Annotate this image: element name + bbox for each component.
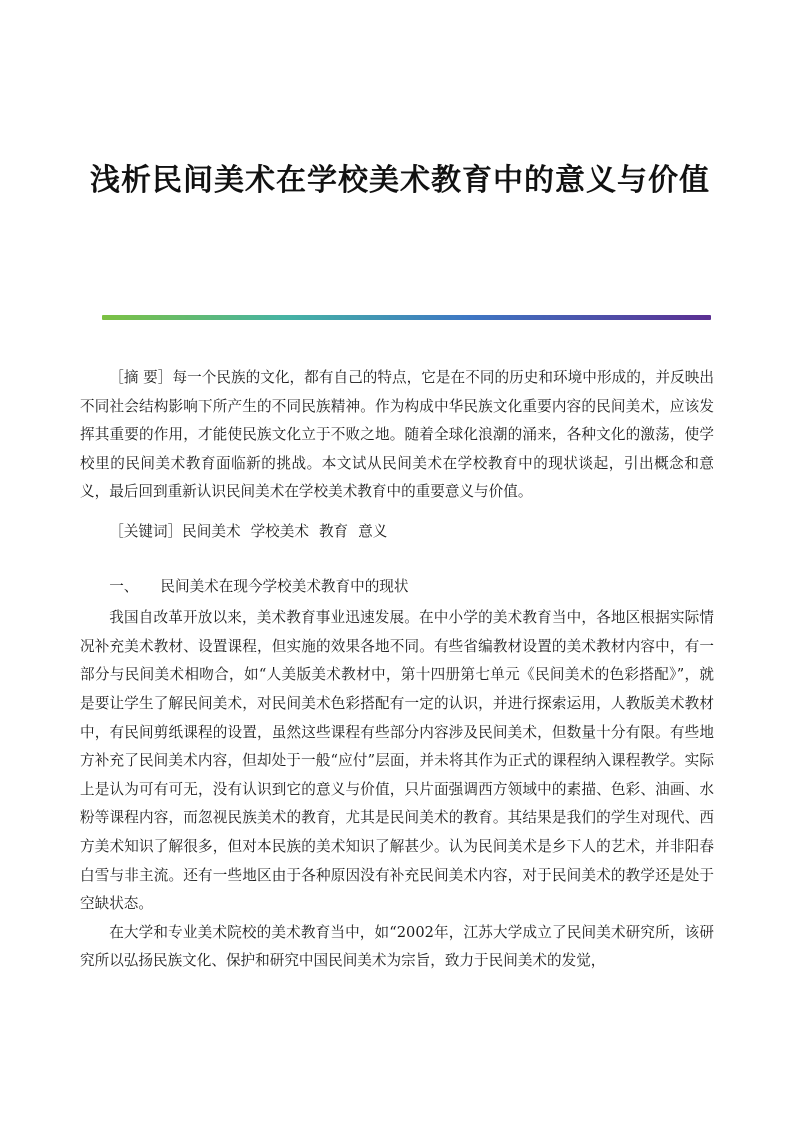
keyword-item: 学校美术 [250, 522, 309, 540]
abstract-text: 每一个民族的文化，都有自己的特点，它是在不同的历史和环境中形成的，并反映出不同社会结构影响下所产生的不同民族精神。作为构成中华民族文化重要内容的民间美术，应该发挥其重要的作用，才能使民族文化立于不败之地。随着全球化浪潮的涌来，各种文化的激荡，使学校里的民间美术教育面临新的挑战。本文试从民间美术在学校教育中的现状谈起，引出概念和意义，最后回到重新认识民间美术在学校美术教育中的重要意义与价值。 [80, 369, 715, 501]
keyword-item: 民间美术 [182, 522, 241, 540]
keyword-item: 教育 [318, 522, 349, 540]
keywords-label: ［关键词］ [109, 522, 183, 540]
abstract-paragraph [80, 364, 714, 507]
section-heading [80, 573, 714, 602]
section-heading-text: 民间美术在现今学校美术教育中的现状 [160, 577, 409, 595]
abstract-label: ［摘 要］ [109, 369, 173, 386]
body-paragraph: 我国自改革开放以来，美术教育事业迅速发展。在中小学的美术教育当中，各地区根据实际情况补充美术教材、设置课程，但实施的效果各地不同。有些省编教材设置的美术教材内容中，有一部分与民间美术相吻合，如“人美版美术教材中，第十四册第七单元《民间美术的色彩搭配》”，就是要让学生了解民间美术，对民间美术色彩搭配有一定的认识，并进行探索运用，人教版美术教材中，有民间剪纸课程的设置，虽然这些课程有些部分内容涉及民间美术，但数量十分有限。有些地方补充了民间美术内容，但却处于一般“应付”层面，并未将其作为正式的课程纳入课程教学。实际上是认为可有可无，没有认识到它的意义与价值，只片面强调西方领域中的素描、色彩、油画、水粉等课程内容，而忽视民族美术的教育，尤其是民间美术的教育。其结果是我们的学生对现代、西方美术知识了解很多，但对本民族的美术知识了解甚少。认为民间美术是乡下人的艺术，并非阳春白雪与非主流。还有一些地区由于各种原因没有补充民间美术内容，对于民间美术的教学还是处于空缺状态。 [80, 609, 714, 913]
keyword-item: 意义 [358, 522, 388, 540]
section-number: 一、 [109, 577, 139, 595]
document-title: 浅析民间美术在学校美术教育中的意义与价值 [90, 163, 710, 198]
title-divider [102, 315, 711, 320]
keywords-paragraph [80, 518, 714, 547]
article-body [80, 364, 714, 976]
body-paragraph: 在大学和专业美术院校的美术教育当中，如“2002年，江苏大学成立了民间美术研究所，该研究所以弘扬民族文化、保护和研究中国民间美术为宗旨，致力于民间美术的发觉， [80, 923, 714, 970]
